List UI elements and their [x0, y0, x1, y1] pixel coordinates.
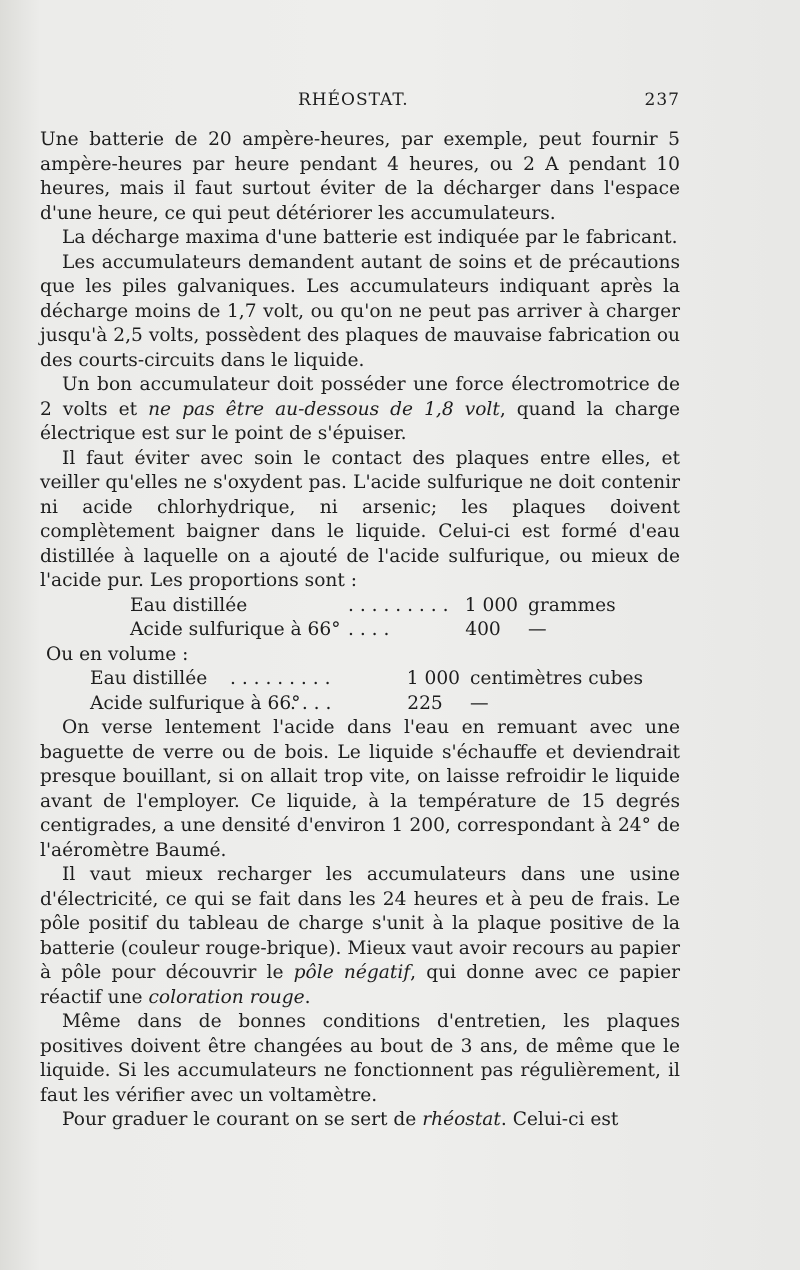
paragraph-rheostat-text-a: Pour graduer le courant on se sert de — [62, 1109, 423, 1130]
paragraph-acid: Il faut éviter avec soin le contact des plaques entre elles, et veiller qu'elles ne s'oxydent pas. L'acide sulfurique ne doit contenir ni acide chlorhydrique, ni arsenic; les plaques doivent complètement baigner dans le liquide. Celui-ci est formé d'eau distillée à laquelle on a ajouté de l'acide sulfurique, ou mieux de l'acide pur. Les proportions sont : — [40, 447, 680, 591]
volume-label: Ou en volume : — [46, 643, 189, 665]
table-item-unit: grammes — [528, 594, 616, 616]
table-item-value: 400 — [465, 619, 501, 640]
table-item-value: 1 000 — [406, 668, 460, 689]
table-item-name: Eau distillée — [130, 594, 248, 616]
table-item-name: Acide sulfurique à 66° — [90, 692, 301, 714]
paragraph-rheostat — [40, 1108, 680, 1133]
table-weight-row — [40, 618, 680, 643]
paragraph-max-discharge: La décharge maxima d'une batterie est indiquée par le fabricant. — [62, 227, 678, 248]
paragraph-recharge-emphasis-2: coloration rouge — [148, 986, 305, 1008]
table-weight-row — [40, 594, 680, 619]
paragraph-recharge-emphasis-1: pôle négatif — [293, 962, 411, 983]
leader-dots: . . . . . . . . . — [230, 668, 331, 689]
paragraph-rheostat-text-b: . Celui-ci est — [500, 1109, 619, 1130]
table-volume-row — [40, 692, 680, 717]
paragraph-emf-text-a: Un bon accumulateur doit posséder une force électromotrice de 2 volts et — [40, 374, 680, 420]
paragraph-recharge-text-c: . — [304, 986, 311, 1008]
paragraph-recharge — [40, 863, 680, 1010]
leader-dots: . . . . . . . . . — [348, 594, 449, 616]
body-text — [40, 128, 680, 1133]
table-item-unit: — — [470, 692, 489, 714]
table-item-unit: centimètres cubes — [470, 668, 644, 689]
table-item-name: Eau distillée — [90, 668, 208, 689]
table-volume-row — [40, 667, 680, 692]
paragraph-care: Les accumulateurs demandent autant de soins et de précautions que les piles galvaniques. Les accumulateurs indiquant après la décharge moins de 1,7 volt, ou qu'on ne peut pas arriver à charger jusqu'à 2,5 volts, possèdent des plaques de mauvaise fabrication ou des courts-circuits dans le liquide. — [40, 251, 680, 371]
paragraph-maintenance: Même dans de bonnes conditions d'entretien, les plaques positives doivent être changées au bout de 3 ans, de même que le liquide. Si les accumulateurs ne fonctionnent pas régulièrement, il faut les vérifier avec un voltamètre. — [40, 1011, 680, 1106]
table-item-value: 225 — [407, 692, 443, 714]
paragraph-battery-capacity: Une batterie de 20 ampère-heures, par exemple, peut fournir 5 ampère-heures par heure pendant 4 heures, ou 2 A pendant 10 heures, mais il faut surtout éviter de la décharger dans l'espace d'une heure, ce qui peut détériorer les accumulateurs. — [40, 129, 680, 224]
paragraph-emf — [40, 373, 680, 447]
table-item-value: 1 000 — [464, 594, 518, 616]
paragraph-rheostat-emphasis: rhéostat — [422, 1109, 501, 1130]
paragraph-preparation: On verse lentement l'acide dans l'eau en remuant avec une baguette de verre ou de bois. Le liquide s'échauffe et deviendrait presque bouillant, si on allait trop vite, on laisse refroidir le liquide avant de l'employer. Ce liquide, à la température de 15 degrés centigrades, a une densité d'environ 1 200, correspondant à 24° de l'aéromètre Baumé. — [40, 717, 680, 861]
paragraph-recharge-text-b: , qui donne avec ce papier réactif une — [40, 962, 680, 1008]
table-item-unit: — — [528, 619, 547, 640]
leader-dots: . . . . — [290, 692, 332, 714]
paragraph-emf-emphasis: ne pas être au-dessous de 1,8 volt — [148, 398, 500, 420]
leader-dots: . . . . — [348, 619, 390, 640]
paragraph-emf-text-b: , quand la charge électrique est sur le point de s'épuiser. — [40, 398, 680, 444]
page-header — [40, 90, 680, 116]
running-title: RHÉOSTAT. — [298, 90, 409, 110]
table-item-name: Acide sulfurique à 66° — [130, 619, 341, 640]
paragraph-recharge-text-a: Il vaut mieux recharger les accumulateurs dans une usine d'électricité, ce qui se fait dans les 24 heures et à peu de frais. Le pôle positif du tableau de charge s'unit à la plaque positive de la batterie (couleur rouge-brique). Mieux vaut avoir recours au papier à pôle pour découvrir le — [40, 864, 680, 983]
page-number: 237 — [644, 90, 680, 110]
